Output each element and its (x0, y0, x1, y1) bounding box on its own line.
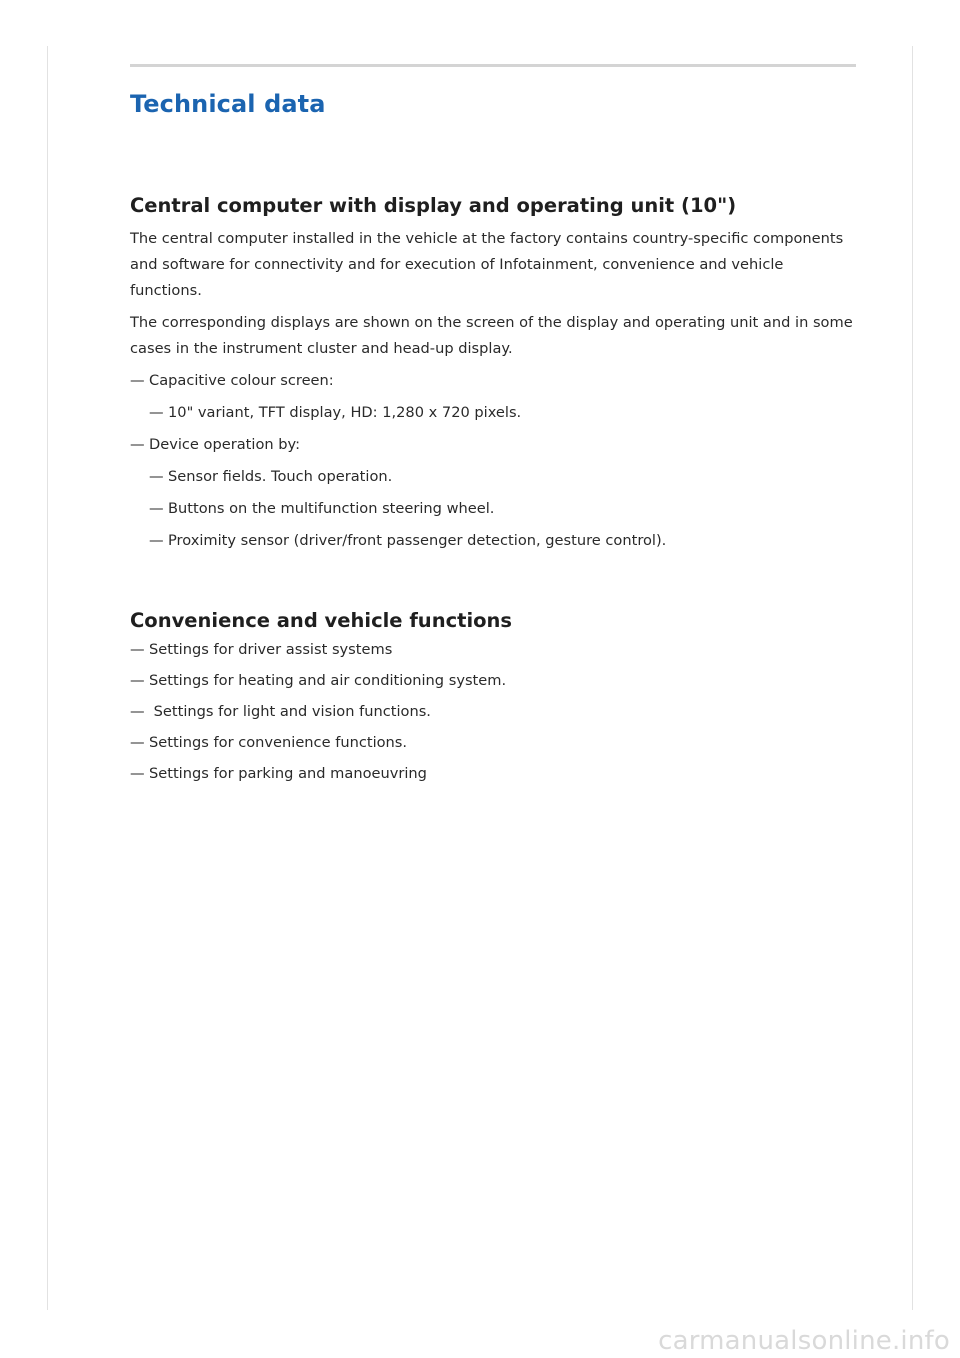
page-border-left (47, 46, 48, 1310)
list-item-text: Device operation by: (149, 436, 301, 453)
paragraph: The corresponding displays are shown on the screen of the display and operating unit and in some cases in the instrument cluster and head-up display. (130, 314, 853, 357)
header-rule (130, 64, 856, 67)
sub-list (149, 400, 856, 426)
section-heading: Central computer with display and operating unit (10") (130, 194, 737, 217)
site-watermark: carmanualsonline.info (658, 1326, 950, 1356)
list-item-text: Settings for heating and air conditioning system. (149, 672, 507, 689)
sub-list-item (149, 464, 856, 490)
list-item-text: Settings for parking and manoeuvring (149, 765, 427, 782)
sub-list-item-text: Proximity sensor (driver/front passenger detection, gesture control). (168, 532, 667, 549)
feature-list (130, 637, 856, 787)
list-item (130, 730, 856, 756)
section-central-computer (130, 192, 856, 560)
section-convenience-functions (130, 607, 856, 792)
list-item (130, 637, 856, 663)
dash-bullet: — (149, 468, 164, 485)
list-item-text: Capacitive colour screen: (149, 372, 334, 389)
list-item (130, 668, 856, 694)
dash-bullet: — (149, 532, 164, 549)
list-item (130, 368, 856, 426)
feature-list (130, 368, 856, 554)
list-item-text: Settings for convenience functions. (149, 734, 408, 751)
sub-list-item (149, 528, 856, 554)
sub-list-item (149, 496, 856, 522)
dash-bullet: — (130, 765, 145, 782)
list-item (130, 761, 856, 787)
dash-bullet: — (130, 672, 145, 689)
sub-list-item-text: Sensor fields. Touch operation. (168, 468, 393, 485)
section-heading: Convenience and vehicle functions (130, 609, 513, 632)
sub-list-item-text: Buttons on the multifunction steering wheel. (168, 500, 495, 517)
sub-list (149, 464, 856, 554)
page-border-right (912, 46, 913, 1310)
dash-bullet: — (130, 734, 145, 751)
dash-bullet: — (130, 641, 145, 658)
sub-list-item (149, 400, 856, 426)
dash-bullet: — (130, 372, 145, 389)
list-item-text: Settings for light and vision functions. (149, 703, 431, 720)
dash-bullet: — (130, 436, 145, 453)
page-title: Technical data (130, 90, 326, 118)
paragraph: The central computer installed in the vehicle at the factory contains country-specific components and software for connectivity and for execution of Infotainment, convenience and vehicle functions. (130, 230, 844, 299)
dash-bullet: — (149, 500, 164, 517)
list-item (130, 432, 856, 554)
sub-list-item-text: 10" variant, TFT display, HD: 1,280 x 720 pixels. (168, 404, 522, 421)
list-item-text: Settings for driver assist systems (149, 641, 393, 658)
list-item (130, 699, 856, 725)
dash-bullet: — (130, 703, 145, 720)
dash-bullet: — (149, 404, 164, 421)
